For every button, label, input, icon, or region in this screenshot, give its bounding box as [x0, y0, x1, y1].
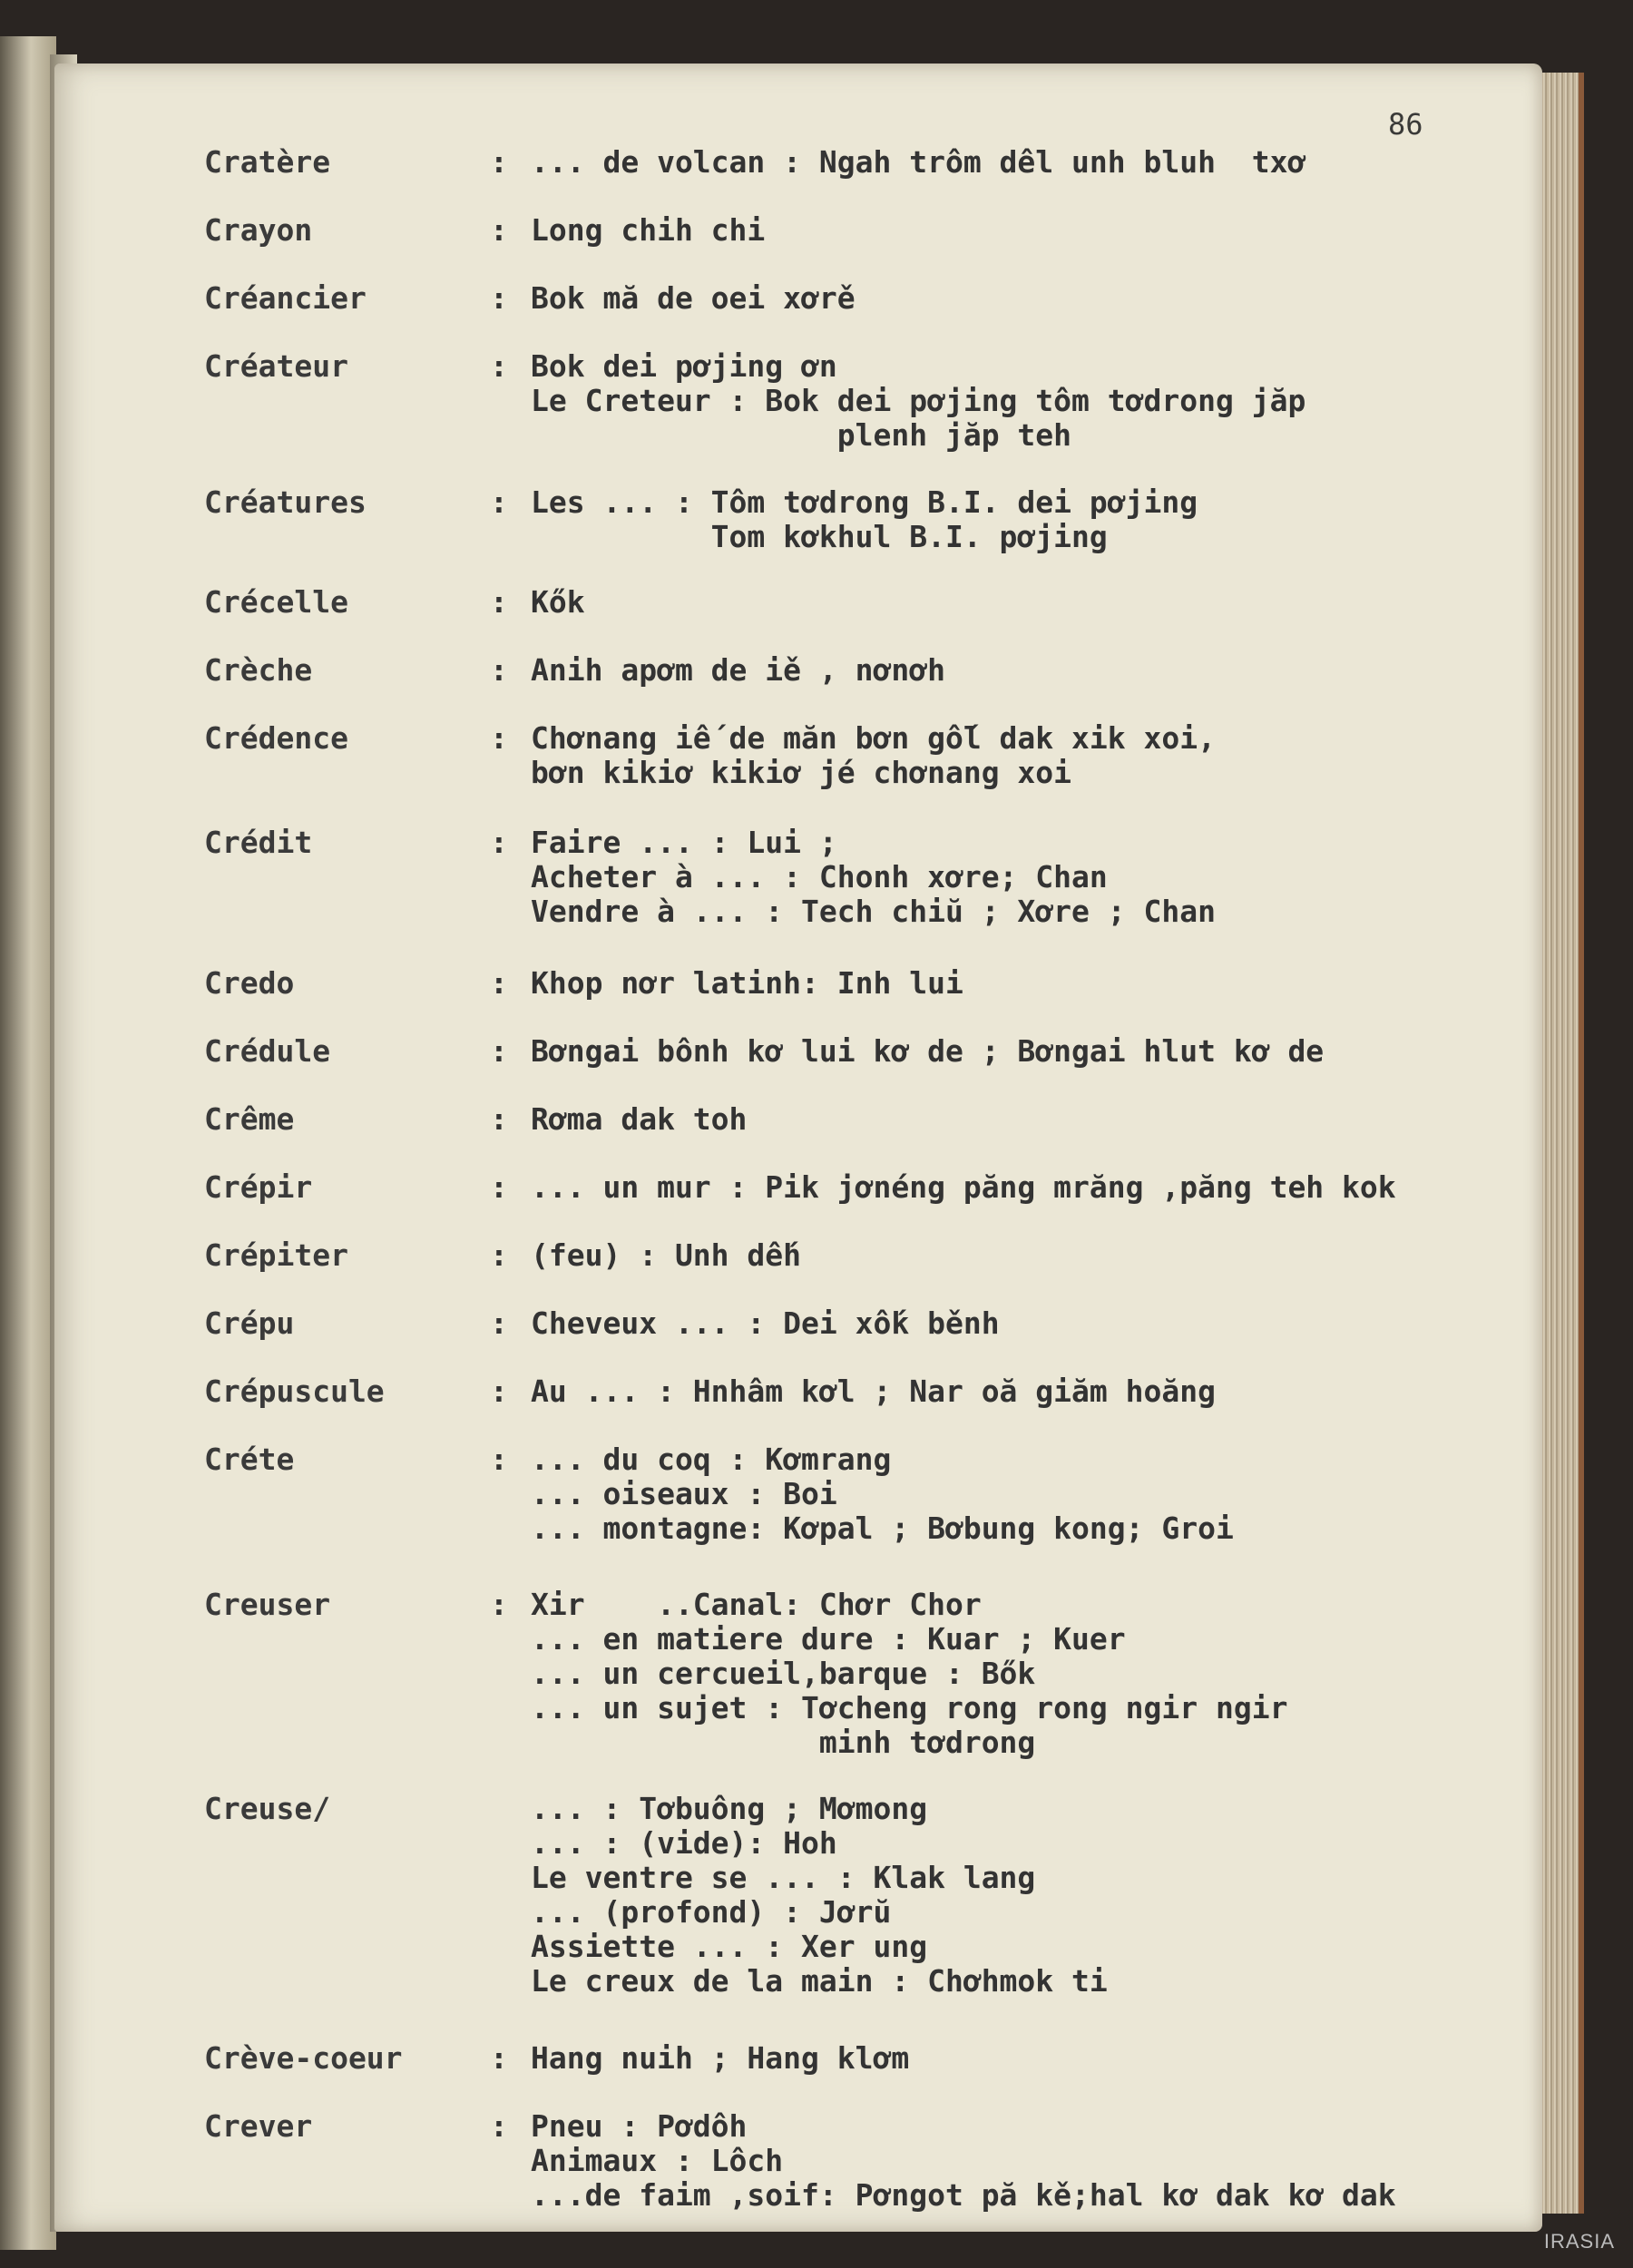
definition-line: ... du coq : Kơmrang — [531, 1442, 892, 1477]
dictionary-entry — [0, 1374, 1542, 1429]
definition-line: Khop nơr latinh: Inh lui — [531, 965, 963, 1001]
definition-line: Bok dei pơjing ơn — [531, 348, 837, 384]
definition-line: plenh jăp teh — [531, 417, 1072, 453]
dictionary-entry — [0, 720, 1542, 790]
entry-term: Créancier — [204, 280, 367, 316]
dictionary-entry — [0, 2041, 1542, 2096]
entry-definition — [531, 826, 1216, 929]
definition-line: Le Creteur : Bok dei pơjing tôm tơdrong jăp — [531, 383, 1306, 418]
definition-line: ...de faim ,soif: Pơngot pă kě;hal kơ dak kơ dak — [531, 2177, 1396, 2213]
entry-term: Crépuscule — [204, 1374, 385, 1409]
entry-definition — [531, 2041, 909, 2076]
entry-definition — [531, 1034, 1324, 1069]
entry-separator: : — [490, 348, 508, 384]
definition-line: ... oiseaux : Boi — [531, 1476, 837, 1511]
definition-line: Anih apơm de iě , nơnơh — [531, 652, 945, 688]
definition-line: Hang nuih ; Hang klơm — [531, 2040, 910, 2076]
entry-term: Creuse/ — [204, 1791, 331, 1826]
definition-line: Animaux : Lôch — [531, 2143, 784, 2178]
entry-definition — [531, 1792, 1108, 1999]
dictionary-entry — [0, 484, 1542, 554]
definition-line: ... : (vide): Hoh — [531, 1825, 837, 1861]
entry-term: Crédence — [204, 720, 348, 756]
dictionary-entry — [0, 213, 1542, 268]
entry-term: Crépir — [204, 1169, 313, 1205]
definition-line: ... un sujet : Tơcheng rong rong ngir ngir — [531, 1690, 1288, 1725]
dictionary-entry — [0, 348, 1542, 453]
entry-definition — [531, 1306, 1000, 1341]
entry-term: Cratère — [204, 144, 331, 180]
definition-line: (feu) : Unh dếh — [531, 1237, 802, 1273]
entry-definition — [531, 585, 585, 620]
entry-definition — [531, 721, 1216, 790]
entry-separator: : — [490, 2108, 508, 2144]
definition-line: Les ... : Tôm tơdrong B.I. dei pơjing — [531, 484, 1198, 520]
definition-line: Faire ... : Lui ; — [531, 825, 837, 860]
definition-line: ... : Tơbuông ; Mơmong — [531, 1791, 928, 1826]
dictionary-entry — [0, 1587, 1542, 1760]
entry-separator: : — [490, 1374, 508, 1409]
entry-separator: : — [490, 1101, 508, 1137]
dictionary-entry — [0, 1442, 1542, 1546]
entry-definition — [531, 2109, 1396, 2213]
entry-term: Crédule — [204, 1033, 331, 1069]
definition-line: Long chih chi — [531, 212, 766, 248]
dictionary-entry — [0, 1102, 1542, 1157]
entry-separator: : — [490, 584, 508, 620]
dictionary-entry — [0, 825, 1542, 929]
entry-term: Crépiter — [204, 1237, 348, 1273]
entry-separator: : — [490, 1033, 508, 1069]
entry-separator: : — [490, 1169, 508, 1205]
entry-term: Crèche — [204, 652, 313, 688]
definition-line: ... un mur : Pik jơnéng păng mrăng ,păng teh kok — [531, 1169, 1396, 1205]
definition-line: ... en matiere dure : Kuar ; Kuer — [531, 1621, 1126, 1657]
entry-term: Crême — [204, 1101, 295, 1137]
entry-definition — [531, 1374, 1216, 1409]
entry-separator: : — [490, 144, 508, 180]
entry-term: Creuser — [204, 1587, 331, 1622]
definition-line: Vendre à ... : Tech chiŭ ; Xơre ; Chan — [531, 894, 1216, 929]
entry-definition — [531, 145, 1305, 180]
entry-term: Crécelle — [204, 584, 348, 620]
entry-definition — [531, 1588, 1287, 1760]
definition-line: Acheter à ... : Chonh xơre; Chan — [531, 859, 1108, 894]
definition-line: Le ventre se ... : Klak lang — [531, 1860, 1036, 1895]
definition-line: bơn kikiơ kikiơ jé chơnang xoi — [531, 755, 1072, 790]
entry-separator: : — [490, 484, 508, 520]
dictionary-entry — [0, 1034, 1542, 1089]
dictionary-entry — [0, 1791, 1542, 1999]
definition-line: Au ... : Hnhâm kơl ; Nar oă giăm hoăng — [531, 1374, 1216, 1409]
entry-separator: : — [490, 652, 508, 688]
dictionary-entry — [0, 653, 1542, 708]
entry-definition — [531, 485, 1198, 554]
entry-separator: : — [490, 1237, 508, 1273]
entry-separator: : — [490, 2040, 508, 2076]
page-stack-edges — [1542, 73, 1584, 2214]
entry-definition — [531, 1102, 747, 1137]
dictionary-entry — [0, 585, 1542, 640]
entry-term: Crayon — [204, 212, 313, 248]
entry-definition — [531, 1238, 801, 1273]
definition-line: ... montagne: Kơpal ; Bơbung kong; Groi — [531, 1510, 1234, 1546]
watermark: IRASIA — [1543, 2230, 1615, 2253]
entry-separator: : — [490, 965, 508, 1001]
definition-line: Pneu : Pơdôh — [531, 2108, 748, 2144]
entry-definition — [531, 281, 856, 316]
entry-term: Créatures — [204, 484, 367, 520]
definition-line: ... un cercueil,barque : Bők — [531, 1656, 1036, 1691]
definition-line: Rơma dak toh — [531, 1101, 748, 1137]
entry-term: Crépu — [204, 1305, 295, 1341]
entry-separator: : — [490, 720, 508, 756]
page-number: 86 — [1388, 107, 1423, 142]
definition-line: minh tơdrong — [531, 1725, 1036, 1760]
entry-separator: : — [490, 825, 508, 860]
entry-definition — [531, 966, 963, 1001]
definition-line: Kők — [531, 584, 585, 620]
dictionary-entry — [0, 145, 1542, 200]
dictionary-entry — [0, 966, 1542, 1021]
entry-term: Crédit — [204, 825, 313, 860]
dictionary-entry — [0, 281, 1542, 336]
entry-term: Crever — [204, 2108, 313, 2144]
dictionary-entry — [0, 2108, 1542, 2213]
entry-term: Créte — [204, 1442, 295, 1477]
definition-line: ... de volcan : Ngah trôm dêl unh bluh txơ — [531, 144, 1306, 180]
dictionary-entry — [0, 1170, 1542, 1225]
dictionary-entry — [0, 1238, 1542, 1293]
definition-line: Xir ..Canal: Chơr Chor — [531, 1587, 982, 1622]
entry-term: Credo — [204, 965, 295, 1001]
entry-definition — [531, 1442, 1234, 1546]
entry-definition — [531, 349, 1305, 453]
dictionary-entry — [0, 1306, 1542, 1361]
entry-separator: : — [490, 1305, 508, 1341]
entry-separator: : — [490, 1587, 508, 1622]
definition-line: Bok mă de oei xơrě — [531, 280, 856, 316]
definition-line: Le creux de la main : Chơhmok ti — [531, 1963, 1108, 1999]
entry-term: Crève-coeur — [204, 2040, 403, 2076]
definition-line: Chơnang iế de măn bơn gốl dak xik xoi, — [531, 720, 1216, 756]
entry-definition — [531, 653, 945, 688]
entry-term: Créateur — [204, 348, 348, 384]
entry-separator: : — [490, 212, 508, 248]
entry-definition — [531, 1170, 1396, 1205]
definition-line: Cheveux ... : Dei xốk běnh — [531, 1305, 1000, 1341]
entry-separator: : — [490, 1442, 508, 1477]
definition-line: ... (profond) : Jơrŭ — [531, 1894, 892, 1930]
definition-line: Assiette ... : Xer ung — [531, 1929, 928, 1964]
entry-separator: : — [490, 280, 508, 316]
definition-line: Tom kơkhul B.I. pơjing — [531, 519, 1108, 554]
entry-definition — [531, 213, 765, 248]
definition-line: Bơngai bônh kơ lui kơ de ; Bơngai hlut kơ de — [531, 1033, 1325, 1069]
